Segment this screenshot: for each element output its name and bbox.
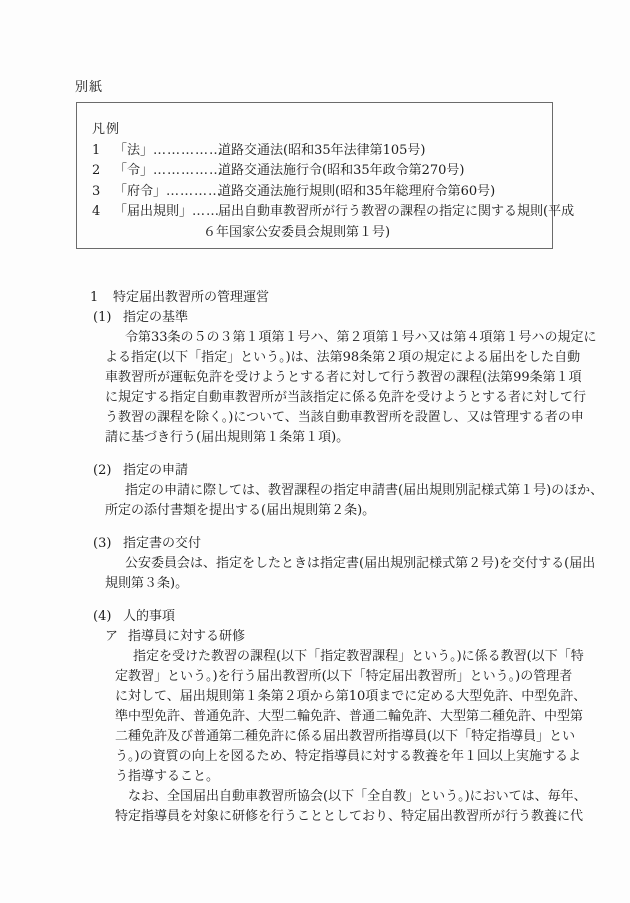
- legend-item-number: 1: [92, 142, 101, 158]
- paragraph-line: 定教習」という。)を行う届出教習所(以下「特定届出教習所」という。)の管理者: [115, 669, 573, 684]
- legend-item-row: [92, 161, 544, 182]
- paragraph-line: よる指定(以下「指定」という。)は、法第98条第２項の規定による届出をした自動: [105, 350, 581, 365]
- item-title: 指定書の交付: [123, 536, 202, 551]
- paragraph-line: に対して、届出規則第１条第２項から第10項までに定める大型免許、中型免許、: [115, 689, 587, 704]
- item-title: 指定の基準: [123, 310, 189, 325]
- paragraph-line: 指定の申請に際しては、教習課程の指定申請書(届出規則別記様式第１号)のほか、: [125, 483, 604, 498]
- item-2: [0, 461, 630, 521]
- item-2-heading: [93, 461, 630, 481]
- legend-item-row: [92, 202, 575, 223]
- sub-item-number: ア: [105, 629, 119, 644]
- paragraph-line: 二種免許及び普通第二種免許に係る届出教習所指導員(以下「特定指導員」とい: [115, 729, 576, 744]
- document-body: [0, 288, 630, 827]
- item-2-paragraph: [105, 481, 630, 521]
- paragraph-line: 公安委員会は、指定をしたときは指定書(届出規別記様式第２号)を交付する(届出: [125, 556, 596, 571]
- item-number: (3): [93, 536, 112, 551]
- paragraph-line: なお、全国届出自動車教習所協会(以下「全自教」という。)においては、毎年、: [128, 789, 587, 804]
- paragraph-line: う。)の資質の向上を図るため、特定指導員に対する教養を年１回以上実施するよ: [115, 749, 582, 764]
- item-title: 人的事項: [123, 609, 176, 624]
- legend-item-definition: 道路交通法施行令(昭和35年政令第270号): [218, 163, 465, 178]
- legend-item-definition: 道路交通法施行規則(昭和35年総理府令第60号): [218, 183, 496, 199]
- item-number: (1): [93, 310, 112, 325]
- legend-item-number: 2: [92, 163, 101, 178]
- paragraph-line: 所定の添付書類を提出する(届出規則第２条)。: [105, 503, 376, 518]
- item-number: (2): [93, 463, 112, 478]
- item-1-paragraph: [105, 328, 630, 448]
- paragraph-line: 規則第３条)。: [105, 576, 189, 591]
- item-number: (4): [93, 609, 112, 624]
- paragraph-line: 令第33条の５の３第１項第１号ハ、第２項第１号ハ又は第４項第１号ハの規定に: [125, 330, 597, 345]
- legend-item-number: 4: [92, 204, 101, 219]
- legend-item-definition: 道路交通法(昭和35年法律第105号): [218, 142, 426, 158]
- legend-item-leader: ……………: [153, 142, 224, 158]
- attachment-label: 別紙: [75, 80, 104, 95]
- item-3-heading: [93, 534, 630, 554]
- item-1-heading: [93, 308, 630, 328]
- legend-item-term: 「届出規則」: [114, 204, 193, 219]
- paragraph-line: 指定を受けた教習の課程(以下「指定教習課程」という。)に係る教習(以下「特: [133, 649, 584, 664]
- paragraph-line: 準中型免許、普通免許、大型二輪免許、普通二輪免許、大型第二種免許、中型第: [115, 709, 584, 724]
- paragraph-line: う教習の課程を除く。)について、当該自動車教習所を設置し、又は管理する者の申: [105, 410, 584, 425]
- legend-item-definition: 届出自動車教習所が行う教習の課程の指定に関する規則(平成: [218, 204, 575, 219]
- legend-item-term: 「令」: [114, 163, 154, 178]
- item-3-paragraph: [105, 554, 630, 594]
- section-title: 特定届出教習所の管理運営: [113, 290, 270, 305]
- sub-item-title: 指導員に対する研修: [128, 629, 246, 644]
- sub-item-a-heading: [105, 627, 630, 647]
- paragraph-line: 車教習所が運転免許を受けようとする者に対して行う教習の課程(法第99条第１項: [105, 370, 582, 385]
- legend-item-term: 「府令」: [114, 183, 167, 199]
- paragraph-line: う指導すること。: [115, 769, 220, 784]
- section-number: 1: [90, 290, 99, 305]
- legend-item-leader: …………: [166, 183, 223, 199]
- sub-item-a-paragraph-1: [115, 647, 630, 787]
- item-3: [0, 534, 630, 594]
- legend-item-term: 「法」: [114, 142, 154, 158]
- item-1: [0, 308, 630, 448]
- legend-item-row: [92, 141, 544, 162]
- item-title: 指定の申請: [123, 463, 189, 478]
- legend-item-definition-continuation: ６年国家公安委員会規則第１号): [203, 224, 391, 240]
- paragraph-line: 請に基づき行う(届出規則第１条第１項)。: [105, 430, 350, 445]
- section-1-heading: [90, 288, 630, 308]
- legend-item-leader: ……: [192, 204, 221, 219]
- legend-item-number: 3: [92, 183, 101, 199]
- legend-item-leader: ……………: [153, 163, 224, 178]
- paragraph-line: に規定する指定自動車教習所が当該指定に係る免許を受けようとする者に対して行: [105, 390, 587, 405]
- paragraph-line: 特定指導員を対象に研修を行うこととしており、特定届出教習所が行う教養に代: [115, 809, 584, 824]
- legend-box: [76, 102, 575, 249]
- legend-item-row: [92, 182, 544, 203]
- item-4: [0, 607, 630, 827]
- item-4-heading: [93, 607, 630, 627]
- sub-item-a-paragraph-2: [115, 787, 630, 827]
- legend-title: 凡例: [92, 122, 121, 137]
